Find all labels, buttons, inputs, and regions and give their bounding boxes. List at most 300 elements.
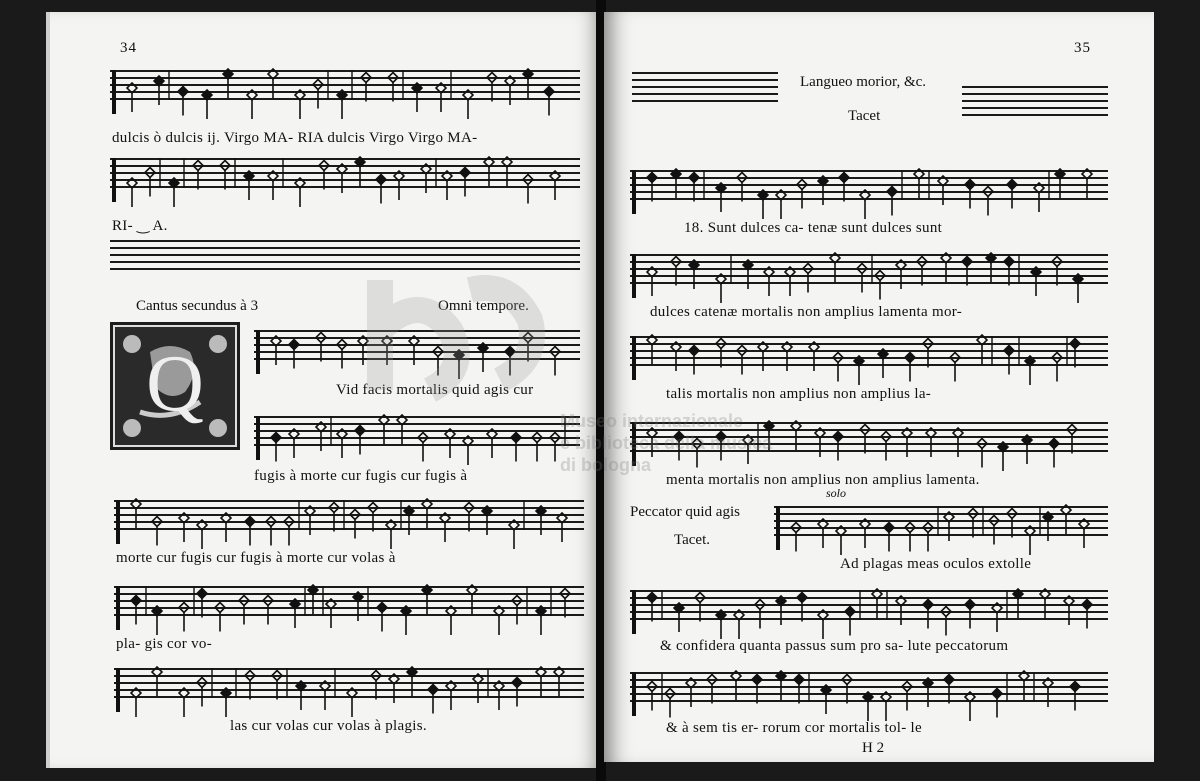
note — [418, 433, 428, 462]
note — [536, 606, 546, 635]
note — [179, 688, 189, 717]
note — [731, 671, 741, 700]
section-tempo: Omni tempore. — [438, 298, 529, 314]
note — [536, 506, 546, 535]
note-glyphs — [114, 482, 584, 552]
music-staff — [110, 70, 580, 108]
note — [247, 90, 257, 119]
note — [337, 164, 347, 193]
watermark-line: e biblioteca della musica — [560, 433, 773, 453]
note — [941, 253, 951, 282]
note — [839, 173, 849, 202]
clef-mark — [116, 668, 120, 712]
note — [308, 585, 318, 614]
note — [872, 589, 882, 618]
lyric-line: las cur volas cur volas à plagis. — [230, 718, 427, 734]
note — [487, 429, 497, 458]
note — [842, 675, 852, 704]
note — [445, 429, 455, 458]
note — [785, 267, 795, 296]
note — [502, 157, 512, 186]
note — [647, 593, 657, 622]
note — [329, 503, 339, 532]
note-glyphs — [630, 236, 1108, 306]
note — [509, 520, 519, 549]
note — [407, 667, 417, 696]
note — [271, 433, 281, 462]
note — [353, 592, 363, 621]
note — [221, 513, 231, 542]
note — [169, 178, 179, 207]
note — [803, 264, 813, 293]
note — [355, 426, 365, 455]
header-tacet: Tacet — [848, 108, 881, 124]
note — [152, 667, 162, 696]
note — [674, 603, 684, 632]
note — [944, 512, 954, 541]
note — [716, 610, 726, 639]
note — [412, 83, 422, 112]
note — [197, 678, 207, 707]
note — [305, 506, 315, 535]
note — [965, 600, 975, 629]
clef-mark — [116, 586, 120, 630]
lyric-line: & à sem tis er- rorum cor mortalis tol- le — [666, 720, 922, 736]
note — [1043, 678, 1053, 707]
note — [821, 685, 831, 714]
note — [1043, 512, 1053, 541]
decorated-initial — [110, 322, 240, 450]
note — [794, 675, 804, 704]
note — [809, 342, 819, 371]
note — [833, 432, 843, 461]
note — [923, 678, 933, 707]
note — [977, 439, 987, 468]
note — [860, 519, 870, 548]
note — [857, 264, 867, 293]
note — [1073, 274, 1083, 303]
note — [815, 428, 825, 457]
note — [647, 267, 657, 296]
note — [977, 335, 987, 364]
note — [379, 415, 389, 444]
note — [1064, 596, 1074, 625]
note — [557, 513, 567, 542]
note — [223, 69, 233, 98]
note — [836, 526, 846, 555]
note — [290, 599, 300, 628]
note — [818, 610, 828, 639]
note — [544, 87, 554, 116]
note — [1082, 600, 1092, 629]
note — [245, 517, 255, 546]
note — [818, 176, 828, 205]
note — [689, 260, 699, 289]
note — [511, 433, 521, 462]
note — [1079, 519, 1089, 548]
peccator-tacet: Tacet. — [674, 532, 711, 548]
note — [716, 274, 726, 303]
section-label: Cantus secundus à 3 — [136, 298, 259, 314]
note — [1067, 425, 1077, 454]
note — [421, 164, 431, 193]
lyric-line: 18. Sunt dulces ca- tenæ sunt dulces sunt — [684, 220, 943, 236]
empty-staff — [962, 86, 1108, 124]
note — [401, 606, 411, 635]
note — [289, 429, 299, 458]
note — [944, 675, 954, 704]
note — [1007, 180, 1017, 209]
note — [647, 335, 657, 364]
lyric-line: talis mortalis non amplius non amplius la- — [666, 386, 932, 402]
note — [127, 83, 137, 112]
note — [887, 187, 897, 216]
note — [316, 333, 326, 362]
note — [755, 600, 765, 629]
note-glyphs — [630, 572, 1108, 642]
note — [860, 425, 870, 454]
note — [758, 190, 768, 219]
note — [1022, 435, 1032, 464]
lyric-line: dulces catenæ mortalis non amplius lamenta mor- — [650, 304, 963, 320]
note — [647, 173, 657, 202]
note — [512, 678, 522, 707]
note — [428, 685, 438, 714]
note — [818, 519, 828, 548]
music-staff — [114, 586, 584, 624]
note — [791, 523, 801, 552]
note — [1070, 339, 1080, 368]
watermark-line: di bologna — [560, 455, 651, 475]
note — [523, 69, 533, 98]
music-staff — [254, 416, 580, 454]
clef-mark — [632, 590, 636, 634]
note — [554, 667, 564, 696]
note — [215, 603, 225, 632]
note — [446, 606, 456, 635]
note — [776, 596, 786, 625]
note — [467, 585, 477, 614]
watermark-line: Museo internazionale — [560, 411, 744, 431]
note — [296, 681, 306, 710]
note — [512, 596, 522, 625]
note — [950, 353, 960, 382]
lyric-line: RI- ‿ A. — [112, 218, 168, 234]
note — [482, 506, 492, 535]
note — [938, 176, 948, 205]
note — [695, 593, 705, 622]
note — [665, 689, 675, 718]
note — [830, 253, 840, 282]
watermark-text — [560, 410, 772, 476]
note — [758, 342, 768, 371]
note — [263, 596, 273, 625]
note — [197, 589, 207, 618]
note — [154, 76, 164, 105]
note-glyphs — [110, 52, 580, 122]
note — [284, 517, 294, 546]
note — [266, 517, 276, 546]
note — [179, 603, 189, 632]
note — [197, 520, 207, 549]
note — [686, 678, 696, 707]
note — [905, 353, 915, 382]
note — [716, 183, 726, 212]
note — [902, 682, 912, 711]
note — [1013, 589, 1023, 618]
note — [377, 603, 387, 632]
music-staff — [114, 668, 584, 706]
note — [671, 257, 681, 286]
watermark-logo — [350, 270, 580, 410]
note — [440, 513, 450, 542]
note — [463, 90, 473, 119]
music-staff — [774, 506, 1108, 544]
note — [1034, 183, 1044, 212]
note — [671, 342, 681, 371]
note — [986, 253, 996, 282]
note — [854, 356, 864, 385]
note — [1061, 505, 1071, 534]
note — [220, 161, 230, 190]
note — [337, 90, 347, 119]
note — [689, 173, 699, 202]
note — [179, 513, 189, 542]
note — [536, 667, 546, 696]
note — [550, 171, 560, 200]
music-staff — [630, 590, 1108, 628]
note — [131, 596, 141, 625]
note — [388, 73, 398, 102]
note — [896, 260, 906, 289]
note — [337, 340, 347, 369]
clef-mark — [632, 254, 636, 298]
note — [737, 173, 747, 202]
note — [965, 692, 975, 721]
note-glyphs — [630, 654, 1108, 724]
note — [941, 607, 951, 636]
note — [989, 516, 999, 545]
note — [1055, 169, 1065, 198]
note — [289, 340, 299, 369]
note — [239, 596, 249, 625]
note — [446, 681, 456, 710]
note — [376, 175, 386, 204]
note — [361, 73, 371, 102]
clef-mark — [632, 672, 636, 716]
note — [962, 257, 972, 286]
note — [394, 171, 404, 200]
note — [193, 161, 203, 190]
lyric-line: Ad plagas meas oculos extolle — [840, 556, 1032, 572]
note — [523, 175, 533, 204]
note — [422, 499, 432, 528]
note-glyphs — [114, 650, 584, 720]
note — [797, 180, 807, 209]
note — [221, 688, 231, 717]
music-staff — [110, 158, 580, 196]
clef-mark — [116, 500, 120, 544]
note — [917, 257, 927, 286]
note — [436, 83, 446, 112]
note — [707, 675, 717, 704]
peccator-label: Peccator quid agis — [630, 504, 740, 520]
note — [505, 76, 515, 105]
note — [1025, 526, 1035, 555]
note — [764, 267, 774, 296]
note — [460, 168, 470, 197]
clef-mark — [256, 330, 260, 374]
note — [983, 187, 993, 216]
note — [473, 674, 483, 703]
note — [896, 596, 906, 625]
clef-mark — [776, 506, 780, 550]
note — [1040, 589, 1050, 618]
clef-mark — [256, 416, 260, 460]
note — [1025, 356, 1035, 385]
solo-mark: solo — [826, 486, 847, 500]
note — [397, 415, 407, 444]
clef-mark — [112, 158, 116, 202]
signature-mark: H 2 — [862, 740, 885, 756]
note — [487, 73, 497, 102]
note — [923, 339, 933, 368]
note — [271, 336, 281, 365]
note — [389, 674, 399, 703]
note — [337, 429, 347, 458]
note — [463, 436, 473, 465]
note — [1007, 509, 1017, 538]
note — [1004, 346, 1014, 375]
note — [371, 671, 381, 700]
lyric-line: dulcis ò dulcis ij. Virgo MA- RIA dulcis Virgo Virgo MA- — [112, 130, 478, 146]
lyric-line: & confidera quanta passus sum pro sa- lute peccatorum — [660, 638, 1009, 654]
note-glyphs — [630, 152, 1108, 222]
note — [313, 80, 323, 109]
note — [716, 339, 726, 368]
note — [845, 607, 855, 636]
header-title: Langueo morior, &c. — [800, 74, 927, 90]
empty-staff — [632, 72, 778, 110]
page-number-left: 34 — [120, 40, 137, 56]
note — [863, 692, 873, 721]
note — [494, 606, 504, 635]
note — [320, 681, 330, 710]
note — [734, 610, 744, 639]
note — [776, 671, 786, 700]
note — [671, 169, 681, 198]
note — [1070, 682, 1080, 711]
note — [268, 171, 278, 200]
note — [647, 682, 657, 711]
note — [833, 353, 843, 382]
note — [884, 523, 894, 552]
note — [923, 600, 933, 629]
note — [131, 688, 141, 717]
note — [752, 675, 762, 704]
clef-mark — [112, 70, 116, 114]
note — [878, 349, 888, 378]
verse-line: Vid facis mortalis quid agis cur — [336, 382, 534, 398]
note — [145, 168, 155, 197]
note — [905, 523, 915, 552]
note-glyphs — [630, 318, 1108, 388]
note — [926, 428, 936, 457]
note — [152, 606, 162, 635]
initial-letter: Q — [146, 340, 204, 428]
note — [1052, 257, 1062, 286]
note — [860, 190, 870, 219]
clef-mark — [632, 336, 636, 380]
note — [386, 520, 396, 549]
note — [326, 599, 336, 628]
note — [404, 506, 414, 535]
music-staff — [114, 500, 584, 538]
note — [244, 171, 254, 200]
note — [272, 671, 282, 700]
note — [998, 442, 1008, 471]
note — [782, 342, 792, 371]
note — [532, 433, 542, 462]
right-page — [604, 12, 1154, 762]
note — [295, 90, 305, 119]
note — [152, 517, 162, 546]
note — [484, 157, 494, 186]
note — [245, 671, 255, 700]
note — [902, 428, 912, 457]
note — [914, 169, 924, 198]
note — [347, 688, 357, 717]
note — [1052, 353, 1062, 382]
note — [965, 180, 975, 209]
note — [689, 346, 699, 375]
note — [178, 87, 188, 116]
lyric-line: menta mortalis non amplius non amplius lamenta. — [666, 472, 980, 488]
note — [319, 161, 329, 190]
page-number-right: 35 — [1074, 40, 1091, 56]
note — [560, 589, 570, 618]
lyric-line: pla- gis cor vo- — [116, 636, 213, 652]
note — [268, 69, 278, 98]
note — [797, 593, 807, 622]
lyric-line: morte cur fugis cur fugis à morte cur volas à — [116, 550, 396, 566]
note — [464, 503, 474, 532]
note — [422, 585, 432, 614]
verse-line: fugis à morte cur fugis cur fugis à — [254, 468, 468, 484]
note — [1049, 439, 1059, 468]
note — [295, 178, 305, 207]
note — [1031, 267, 1041, 296]
note — [442, 171, 452, 200]
note — [368, 503, 378, 532]
note — [550, 433, 560, 462]
note-glyphs — [110, 140, 580, 210]
note — [494, 681, 504, 710]
note — [355, 157, 365, 186]
note — [1082, 169, 1092, 198]
note — [350, 510, 360, 539]
note — [923, 523, 933, 552]
music-staff — [630, 254, 1108, 292]
music-staff — [630, 170, 1108, 208]
note — [743, 260, 753, 289]
note — [881, 432, 891, 461]
note — [953, 428, 963, 457]
note — [875, 271, 885, 300]
note — [791, 421, 801, 450]
clef-mark — [632, 170, 636, 214]
music-staff — [630, 672, 1108, 710]
